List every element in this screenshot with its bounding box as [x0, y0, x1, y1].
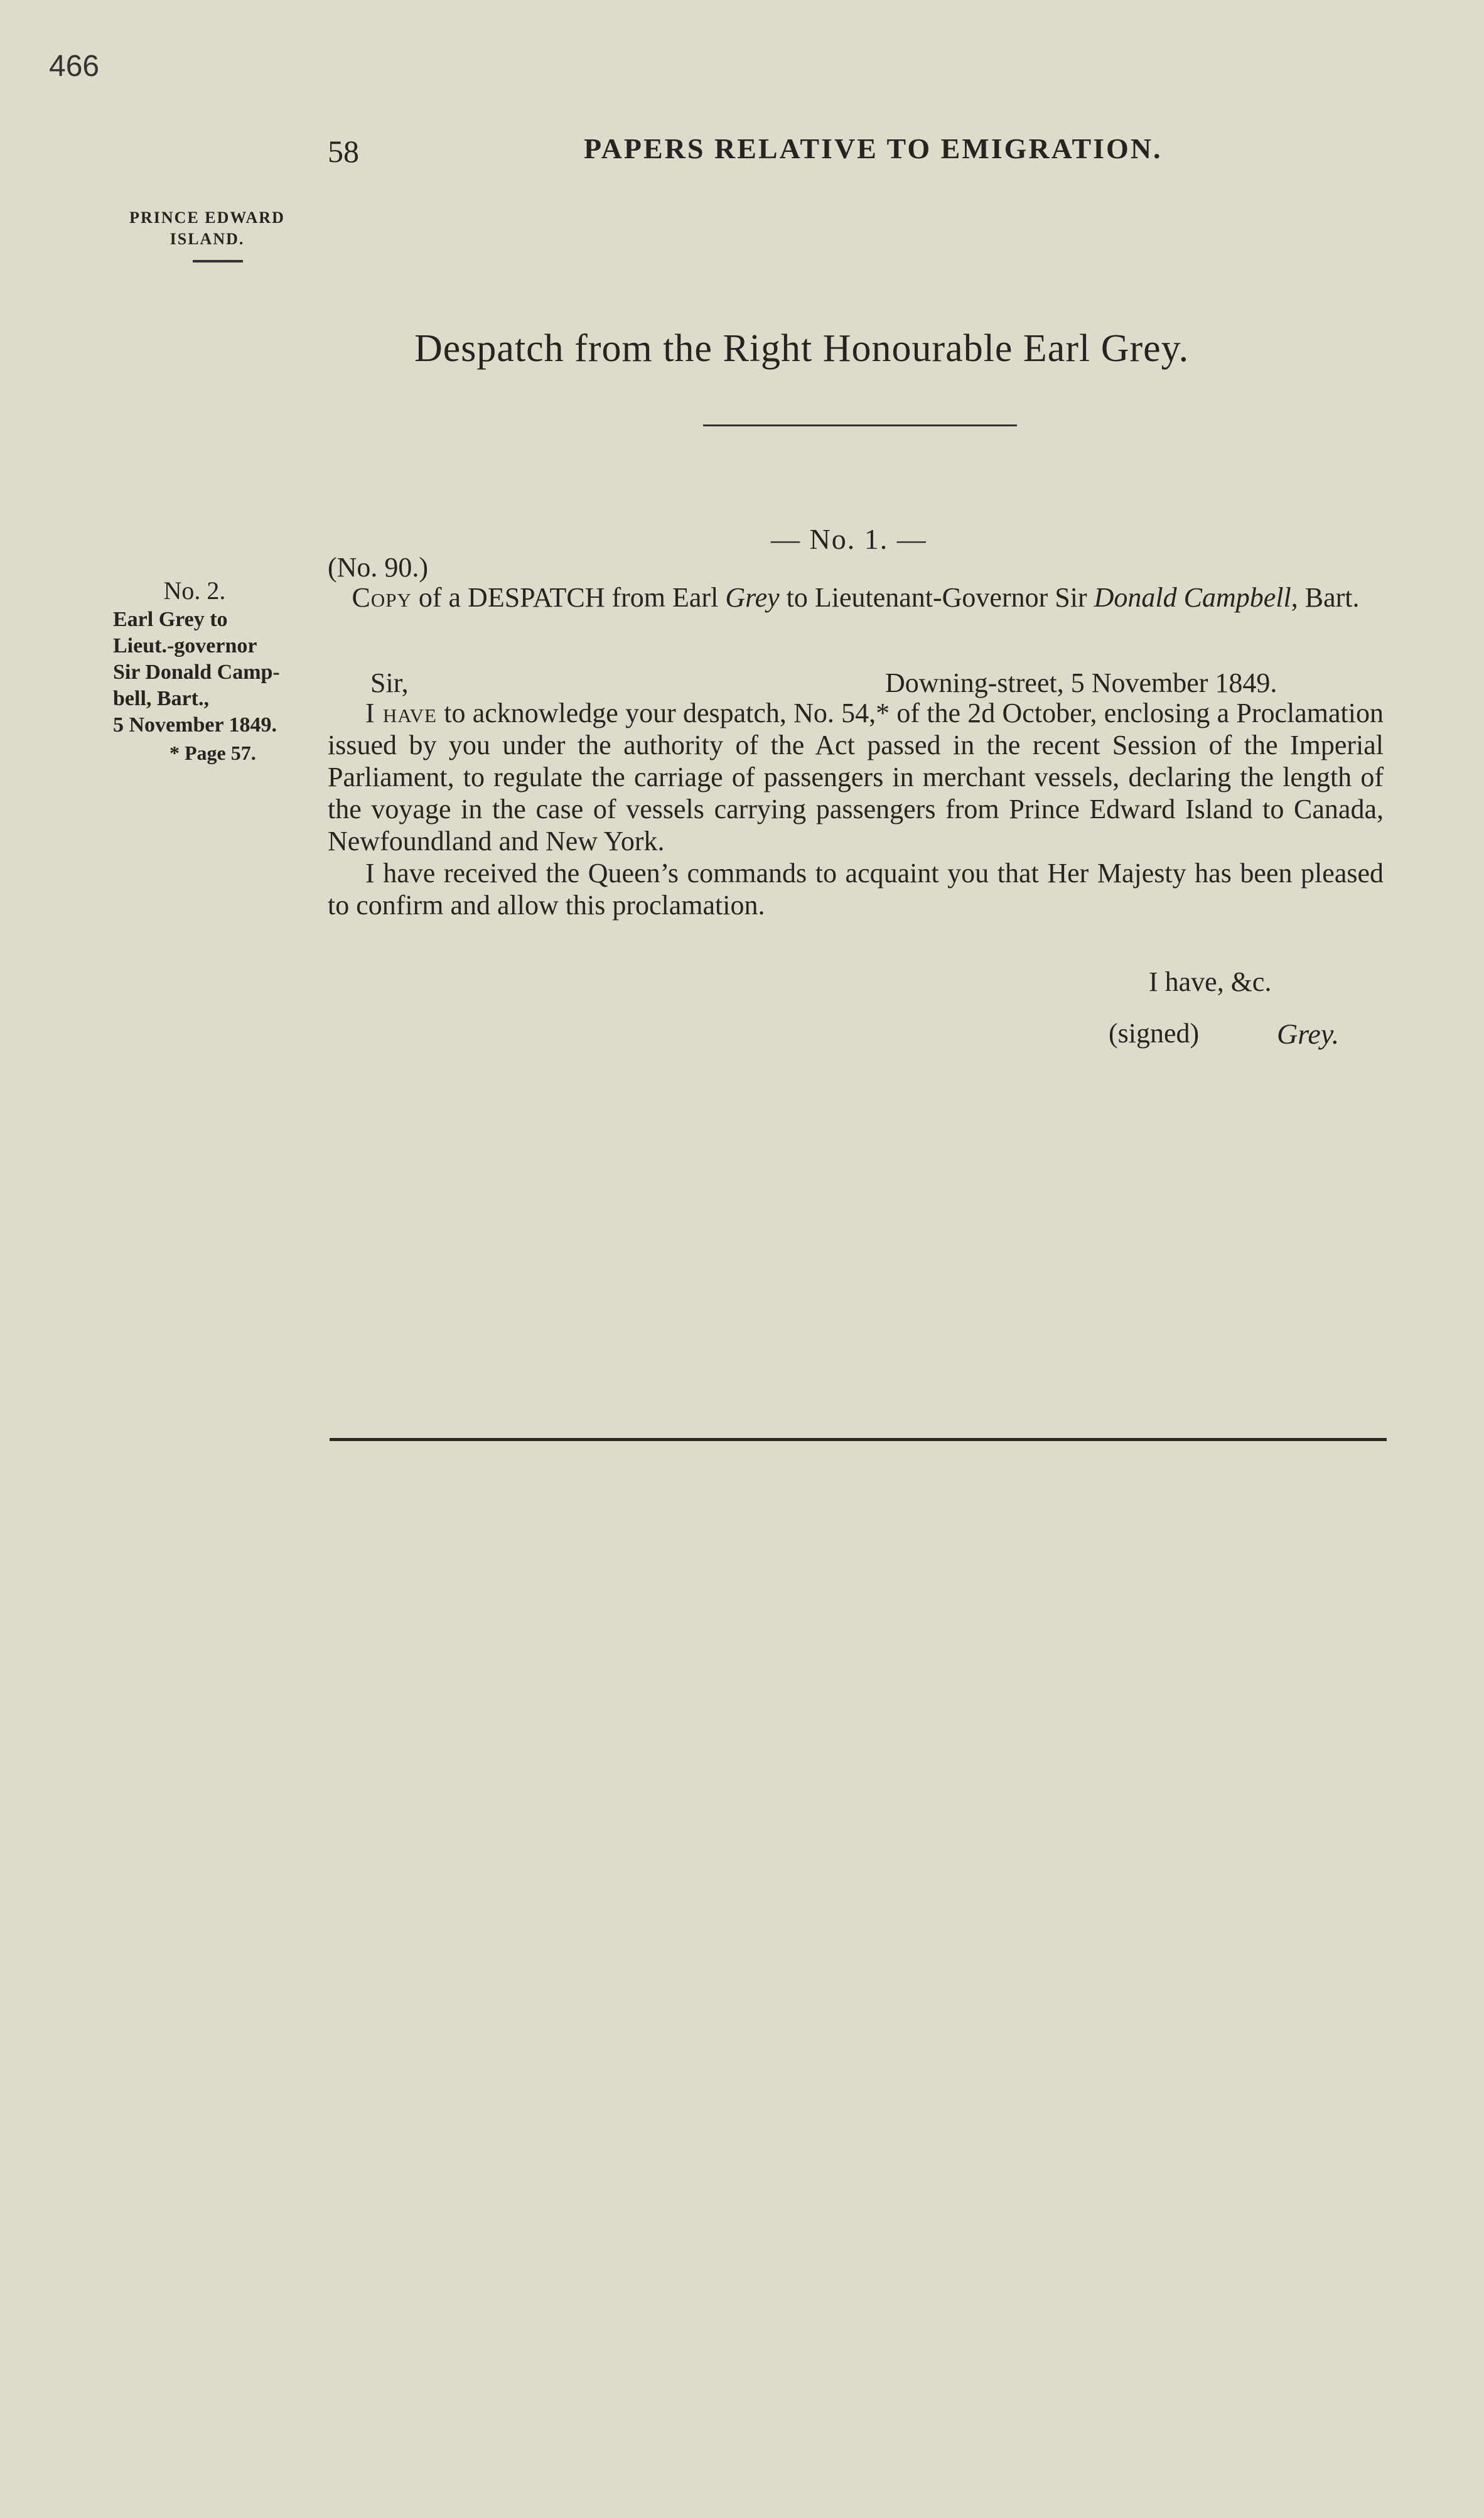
- margin-note-line: Sir Donald Camp-: [113, 661, 280, 684]
- number-heading: — No. 1. —: [771, 523, 927, 555]
- signed-label: (signed): [1109, 1018, 1200, 1049]
- recipient-name: Donald Campbell: [1094, 582, 1291, 613]
- title-rule: [703, 424, 1017, 426]
- despatch-body: [328, 697, 1384, 921]
- folio-number: 466: [49, 50, 100, 83]
- margin-note-line: Earl Grey to: [113, 608, 228, 631]
- body-paragraph: I have received the Queen’s commands to acquaint you that Her Majesty has been pleased to confirm and allow this proclamation.: [328, 858, 1384, 921]
- despatch-number: (No. 90.): [328, 552, 429, 583]
- margin-note-reference: * Page 57.: [169, 742, 256, 764]
- closing: I have, &c.: [1149, 966, 1272, 997]
- end-rule: [330, 1438, 1387, 1441]
- side-heading-line: PRINCE EDWARD: [129, 208, 285, 227]
- copy-text: to Lieutenant-Governor Sir: [779, 582, 1094, 613]
- copy-heading: [328, 581, 1384, 614]
- salutation: Sir,: [370, 667, 409, 698]
- margin-note-line: 5 November 1849.: [113, 713, 277, 737]
- place-date: Downing-street, 5 November 1849.: [885, 667, 1277, 698]
- opening-word: I have: [365, 698, 437, 728]
- copy-text: of a DESPATCH from Earl: [411, 582, 726, 613]
- copy-prefix: Copy: [352, 582, 412, 613]
- page-number: 58: [328, 134, 359, 169]
- side-heading: [107, 207, 308, 250]
- margin-note-number: No. 2.: [163, 576, 226, 605]
- despatch-title: Despatch from the Right Honourable Earl Grey.: [414, 327, 1190, 370]
- margin-note-line: Lieut.-governor: [113, 634, 257, 657]
- margin-note: [113, 578, 314, 766]
- side-heading-line: ISLAND.: [169, 230, 245, 248]
- body-paragraph: [328, 697, 1384, 857]
- signature: Grey.: [1277, 1018, 1340, 1050]
- copy-text: , Bart.: [1291, 582, 1360, 613]
- paragraph-text: to acknowledge your despatch, No. 54,* of the 2d October, enclosing a Proclamation issued by you under the authority of the Act passed in the recent Session of the Imperial Parliament, to regulate the carriage of passengers in merchant vessels, declaring the length of the voyage in the case of vessels carrying passengers from Prince Edward Island to Canada, Newfoundland and New York.: [328, 698, 1384, 856]
- sender-name: Grey: [725, 582, 780, 613]
- side-heading-rule: [193, 260, 243, 262]
- margin-note-line: bell, Bart.,: [113, 687, 209, 710]
- running-head: PAPERS RELATIVE TO EMIGRATION.: [584, 132, 1163, 165]
